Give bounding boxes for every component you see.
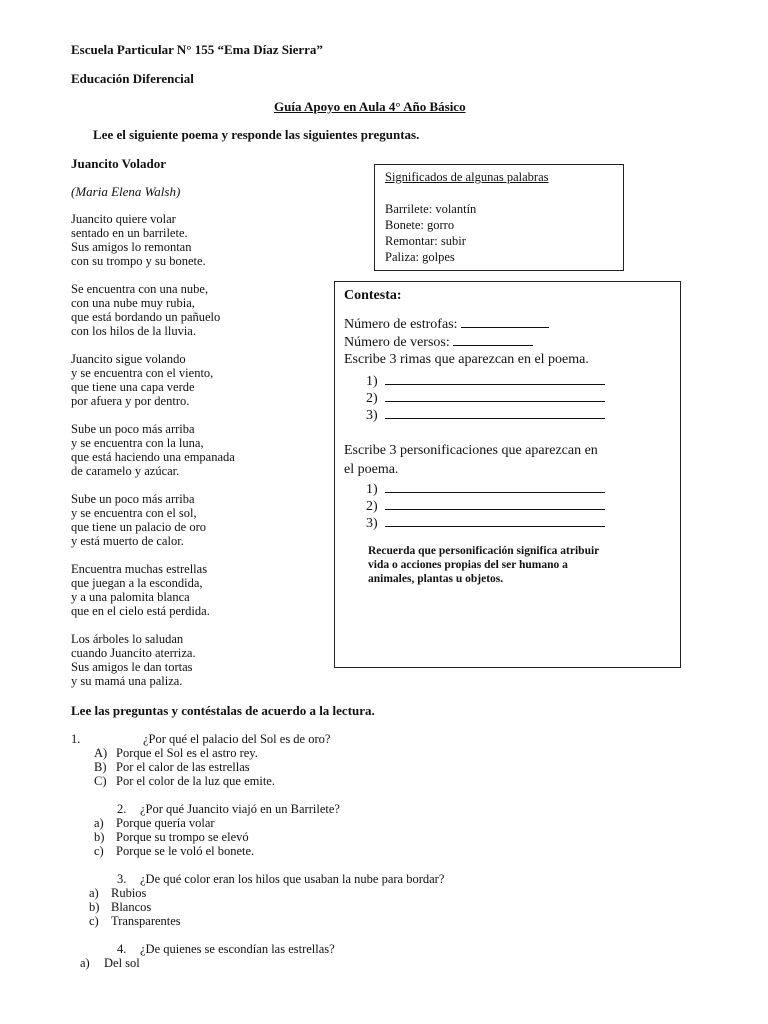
poem-verse: Encuentra muchas estrellas bbox=[71, 562, 208, 576]
poem-author: (Maria Elena Walsh) bbox=[71, 184, 181, 199]
answer-number: 2) bbox=[366, 391, 378, 406]
glossary-item: Paliza: golpes bbox=[385, 250, 455, 264]
personif-answer-field[interactable] bbox=[385, 498, 605, 510]
option-text: Porque el Sol es el astro rey. bbox=[116, 746, 258, 760]
poem-verse: que juegan a la escondida, bbox=[71, 576, 203, 590]
personif-answer-field[interactable] bbox=[385, 481, 605, 493]
option-text: Transparentes bbox=[111, 914, 181, 928]
option-letter: a) bbox=[89, 886, 99, 900]
option-letter: a) bbox=[94, 816, 104, 830]
glossary-title: Significados de algunas palabras bbox=[385, 170, 549, 184]
personif-prompt-cont: el poema. bbox=[344, 462, 399, 477]
answer-number: 3) bbox=[366, 516, 378, 531]
glossary-item: Bonete: gorro bbox=[385, 218, 455, 232]
versos-answer-field[interactable] bbox=[453, 334, 533, 346]
rima-row bbox=[366, 390, 605, 407]
poem-verse: por afuera y por dentro. bbox=[71, 394, 190, 408]
rima-row bbox=[366, 407, 605, 424]
option-text: Porque se le voló el bonete. bbox=[116, 844, 255, 858]
poem-verse: con su trompo y su bonete. bbox=[71, 254, 206, 268]
option-text: Rubios bbox=[111, 886, 147, 900]
option-letter: b) bbox=[94, 830, 105, 844]
poem-title: Juancito Volador bbox=[71, 156, 166, 171]
poem-verse: Sube un poco más arriba bbox=[71, 422, 195, 436]
option-letter: a) bbox=[80, 956, 90, 970]
estrofas-row bbox=[344, 316, 549, 333]
option-letter: B) bbox=[94, 760, 107, 774]
section-instruction: Lee las preguntas y contéstalas de acuerdo a la lectura. bbox=[71, 703, 375, 718]
option-letter: c) bbox=[94, 844, 104, 858]
poem-verse: que está haciendo una empanada bbox=[71, 450, 235, 464]
versos-label: Número de versos: bbox=[344, 335, 450, 350]
poem-verse: que tiene una capa verde bbox=[71, 380, 195, 394]
poem-verse: y a una palomita blanca bbox=[71, 590, 190, 604]
poem-verse: que en el cielo está perdida. bbox=[71, 604, 210, 618]
option-letter: A) bbox=[94, 746, 108, 760]
poem-verse: Sube un poco más arriba bbox=[71, 492, 195, 506]
poem-verse: Sus amigos le dan tortas bbox=[71, 660, 193, 674]
personif-answer-field[interactable] bbox=[385, 515, 605, 527]
option-text: Porque quería volar bbox=[116, 816, 215, 830]
instruction: Lee el siguiente poema y responde las siguientes preguntas. bbox=[93, 127, 420, 142]
poem-verse: y se encuentra con el sol, bbox=[71, 506, 197, 520]
answer-number: 2) bbox=[366, 499, 378, 514]
note-line: Recuerda que personificación significa atribuir bbox=[368, 545, 600, 557]
personif-row bbox=[366, 481, 605, 498]
question-text: ¿De qué color eran los hilos que usaban la nube para bordar? bbox=[140, 872, 445, 886]
option-text: Blancos bbox=[111, 900, 152, 914]
question-number: 3. bbox=[117, 872, 127, 886]
poem-verse: y se encuentra con la luna, bbox=[71, 436, 204, 450]
rimas-prompt: Escribe 3 rimas que aparezcan en el poema. bbox=[344, 352, 589, 367]
question-text: ¿Por qué Juancito viajó en un Barrilete? bbox=[140, 802, 340, 816]
poem-verse: Juancito quiere volar bbox=[71, 212, 176, 226]
question-text: ¿Por qué el palacio del Sol es de oro? bbox=[143, 732, 331, 746]
option-text: Porque su trompo se elevó bbox=[116, 830, 249, 844]
option-letter: b) bbox=[89, 900, 100, 914]
poem-verse: cuando Juancito aterriza. bbox=[71, 646, 196, 660]
question-number: 4. bbox=[117, 942, 127, 956]
poem-verse: de caramelo y azúcar. bbox=[71, 464, 180, 478]
poem-verse: Se encuentra con una nube, bbox=[71, 282, 209, 296]
question-number: 1. bbox=[71, 732, 81, 746]
school-name: Escuela Particular N° 155 “Ema Díaz Sierra” bbox=[71, 42, 323, 57]
question-number: 2. bbox=[117, 802, 127, 816]
rima-answer-field[interactable] bbox=[385, 373, 605, 385]
worksheet-title: Guía Apoyo en Aula 4° Año Básico bbox=[274, 99, 466, 114]
poem-verse: con una nube muy rubia, bbox=[71, 296, 195, 310]
answer-number: 1) bbox=[366, 374, 378, 389]
personif-row bbox=[366, 498, 605, 515]
rima-answer-field[interactable] bbox=[385, 390, 605, 402]
option-text: Del sol bbox=[104, 956, 140, 970]
rima-answer-field[interactable] bbox=[385, 407, 605, 419]
poem-verse: que tiene un palacio de oro bbox=[71, 520, 207, 534]
poem-verse: y su mamá una paliza. bbox=[71, 674, 183, 688]
poem-verse: sentado en un barrilete. bbox=[71, 226, 188, 240]
answer-number: 1) bbox=[366, 482, 378, 497]
option-letter: C) bbox=[94, 774, 107, 788]
note-line: animales, plantas u objetos. bbox=[368, 573, 504, 585]
glossary-item: Barrilete: volantín bbox=[385, 202, 477, 216]
estrofas-label: Número de estrofas: bbox=[344, 317, 458, 332]
question-text: ¿De quienes se escondían las estrellas? bbox=[140, 942, 335, 956]
option-text: Por el calor de las estrellas bbox=[116, 760, 250, 774]
rima-row bbox=[366, 373, 605, 390]
personif-row bbox=[366, 515, 605, 532]
option-text: Por el color de la luz que emite. bbox=[116, 774, 275, 788]
department: Educación Diferencial bbox=[71, 71, 194, 86]
poem-verse: Sus amigos lo remontan bbox=[71, 240, 192, 254]
option-letter: c) bbox=[89, 914, 99, 928]
poem-verse: Los árboles lo saludan bbox=[71, 632, 184, 646]
poem-verse: Juancito sigue volando bbox=[71, 352, 186, 366]
poem-verse: y está muerto de calor. bbox=[71, 534, 184, 548]
personif-prompt: Escribe 3 personificaciones que aparezcan en bbox=[344, 443, 598, 458]
glossary-item: Remontar: subir bbox=[385, 234, 466, 248]
note-line: vida o acciones propias del ser humano a bbox=[368, 559, 568, 571]
contesta-box bbox=[334, 281, 681, 668]
contesta-heading: Contesta: bbox=[344, 288, 402, 303]
poem-verse: que está bordando un pañuelo bbox=[71, 310, 221, 324]
estrofas-answer-field[interactable] bbox=[461, 316, 549, 328]
poem-verse: con los hilos de la lluvia. bbox=[71, 324, 196, 338]
answer-number: 3) bbox=[366, 408, 378, 423]
glossary-box bbox=[374, 164, 624, 271]
versos-row bbox=[344, 334, 533, 351]
poem-verse: y se encuentra con el viento, bbox=[71, 366, 214, 380]
